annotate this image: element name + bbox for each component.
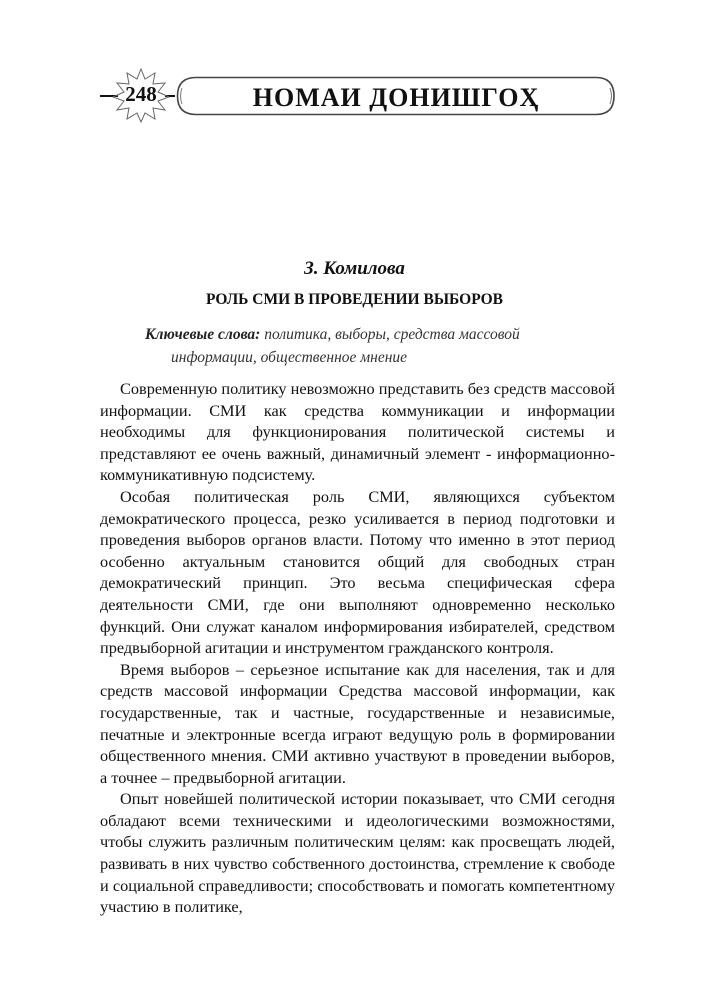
journal-title: НОМАИ ДОНИШГОҲ: [252, 83, 540, 112]
paragraph: Время выборов – серьезное испытание как для населения, так и для средств массовой информации Средства массовой информации, как государственные, так и частные, государственные и независимые, печатные и электронные всегда играют ведущую роль в формировании общественного мнения. СМИ активно участвуют в проведении выборов, а точнее – предвыборной агитации.: [100, 659, 615, 787]
article-body: [100, 378, 615, 918]
paragraph: Особая политическая роль СМИ, являющихся субъектом демократического процесса, резко усиливается в период подготовки и проведения выборов органов власти. Потому что именно в этот период особенно актуальным становится общий для свободных стран демократический принцип. Это весьма специфическая сфера деятельности СМИ, где они выполняют одновременно несколько функций. Они служат каналом информирования избирателей, средством предвыборной агитации и инструментом гражданского контроля.: [100, 486, 615, 658]
journal-title-band: [176, 76, 616, 116]
running-header: [0, 0, 709, 130]
paragraph: Современную политику невозможно представить без средств массовой информации. СМИ как средства коммуникации и информации необходимы для функционирования политической системы и представляют ее очень важный, динамичный элемент - информационно-коммуникативную подсистему.: [100, 379, 615, 485]
keywords: [145, 323, 615, 369]
paragraph: Опыт новейшей политической истории показывает, что СМИ сегодня обладают всеми техническими и идеологическими возможностями, чтобы служить различным политическим целям: как просвещать людей, развивать в них чувство собственного достоинства, стремление к свободе и социальной справедливости; способствовать и помогать компетентному участию в политике,: [100, 789, 615, 917]
article-author: З. Комилова: [304, 258, 405, 279]
article-title: РОЛЬ СМИ В ПРОВЕДЕНИИ ВЫБОРОВ: [205, 291, 504, 308]
page-number: 248: [125, 82, 157, 106]
keywords-label: Ключевые слова:: [145, 326, 261, 343]
page-number-badge: [110, 67, 172, 123]
keywords-list-continued: информации, общественное мнение: [171, 349, 408, 366]
keywords-list: политика, выборы, средства массовой: [260, 326, 520, 343]
